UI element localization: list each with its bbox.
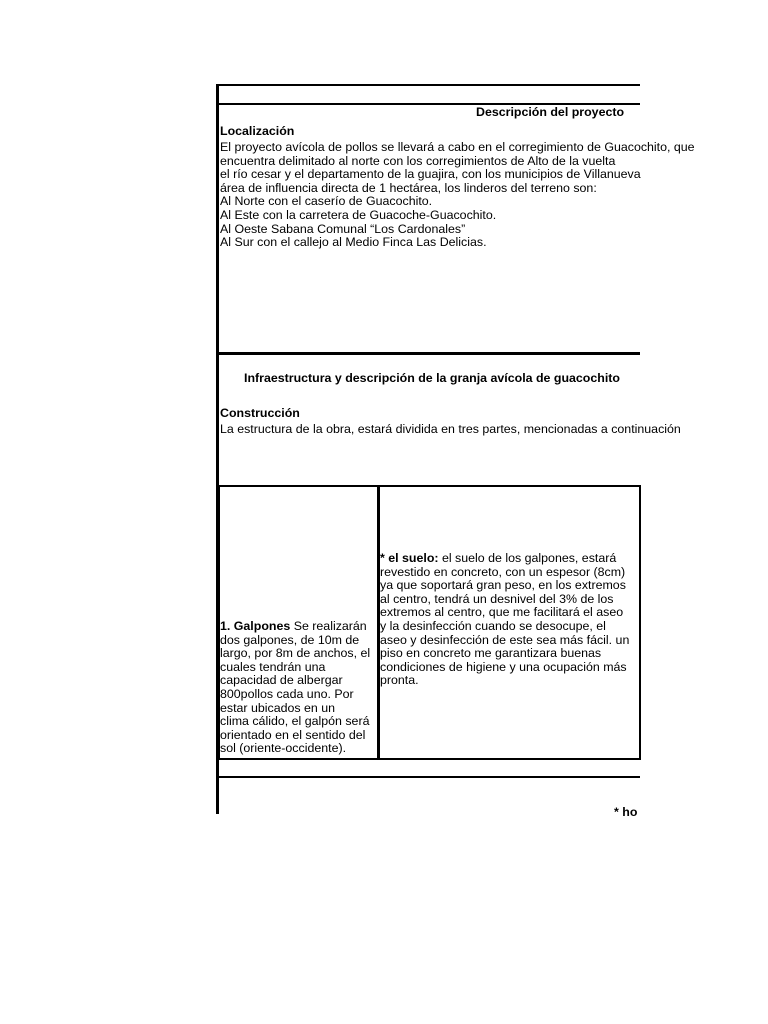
galpones-text: [220, 620, 376, 756]
suelo-description: el suelo de los galpones, estará revestido en concreto, con un espesor (8cm) ya que soportará gran peso, en los extremos al centro, tendrá un desnivel del 3% de los extremos al centro, que me facilitará el aseo y la desinfección cuando se desocupe, el aseo y desinfección de este sea más fácil. un piso en concreto me garantizara buenas condiciones de higiene y una ocupación más pronta.: [380, 551, 630, 688]
localizacion-line-4: área de influencia directa de 1 hectárea, los linderos del terreno son:: [220, 181, 597, 195]
suelo-text: [380, 552, 638, 688]
localizacion-line-6: Al Este con la carretera de Guacoche-Guacochito.: [220, 208, 497, 222]
galpones-description: Se realizarán dos galpones, de 10m de largo, por 8m de anchos, el cuales tendrán una capacidad de albergar 800pollos cada uno. Por estar ubicados en un clima cálido, el galpón será orientado en el sentido del sol (oriente-occidente).: [220, 619, 371, 756]
footer-fragment: * ho: [614, 805, 638, 819]
localizacion-line-3: el río cesar y el departamento de la guajira, con los municipios de Villanueva: [220, 167, 641, 181]
page-title: Descripción del proyecto: [476, 105, 625, 119]
localizacion-heading: Localización: [220, 124, 295, 138]
construccion-text: La estructura de la obra, estará dividida en tres partes, mencionadas a continuación: [220, 422, 681, 436]
infraestructura-title: Infraestructura y descripción de la granja avícola de guacochito: [244, 371, 620, 385]
galpones-label: 1. Galpones: [220, 619, 291, 633]
localizacion-line-7: Al Oeste Sabana Comunal “Los Cardonales”: [220, 222, 466, 236]
localizacion-line-5: Al Norte con el caserío de Guacochito.: [220, 194, 433, 208]
localizacion-line-8: Al Sur con el callejo al Medio Finca Las Delicias.: [220, 235, 487, 249]
construccion-heading: Construcción: [220, 406, 300, 420]
localizacion-line-1: El proyecto avícola de pollos se llevará a cabo en el corregimiento de Guacochito, que: [220, 140, 695, 154]
localizacion-line-2: encuentra delimitado al norte con los corregimientos de Alto de la vuelta: [220, 154, 616, 168]
suelo-label: * el suelo:: [380, 551, 439, 565]
